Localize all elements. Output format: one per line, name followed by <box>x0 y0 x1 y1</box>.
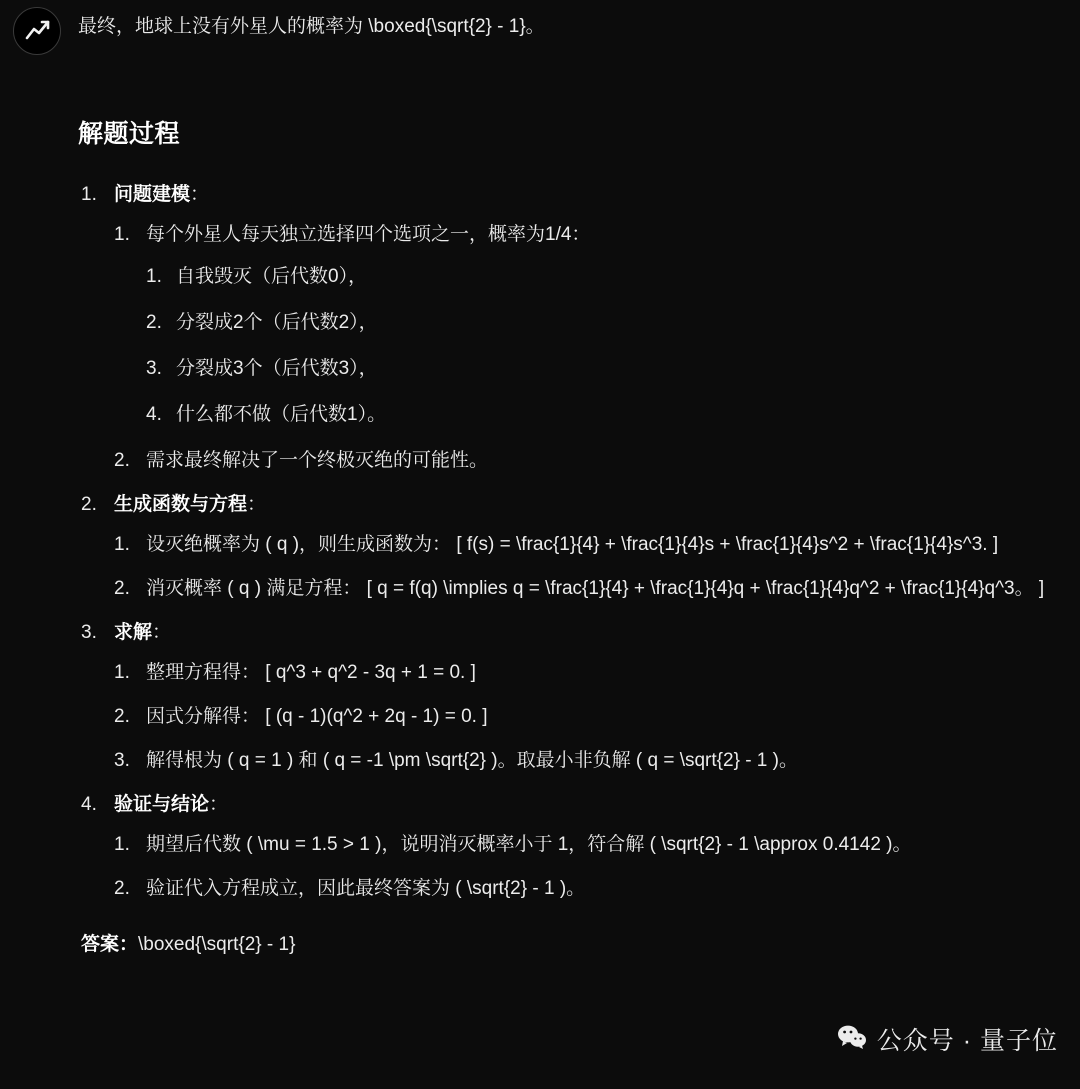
answer-label: 答案： <box>81 934 139 955</box>
solution-steps-list <box>78 180 1080 904</box>
assistant-avatar <box>13 7 61 55</box>
final-answer <box>78 930 1080 960</box>
list-marker: 1. <box>81 184 97 205</box>
list-item-text: 分裂成3个（后代数3）， <box>176 358 378 379</box>
step-heading-suffix: ： <box>190 184 210 205</box>
list-item-text: 分裂成2个（后代数2）， <box>176 312 378 333</box>
list-item <box>78 790 1080 904</box>
list-marker: 3. <box>81 622 97 643</box>
wechat-icon <box>837 1024 867 1055</box>
list-item <box>78 180 1080 476</box>
sub-list <box>114 830 1080 904</box>
list-item-text: 验证代入方程成立，因此最终答案为 ( \sqrt{2} - 1 )。 <box>146 878 586 899</box>
list-marker: 2. <box>114 450 130 471</box>
sub-list <box>114 658 1080 776</box>
list-item-text: 解得根为 ( q = 1 ) 和 ( q = -1 \pm \sqrt{2} )。取最小非负解 ( q = \sqrt{2} - 1 )。 <box>146 750 798 771</box>
step-heading: 验证与结论 <box>114 794 210 815</box>
watermark <box>837 1021 1058 1057</box>
list-item <box>114 530 1080 560</box>
list-item <box>146 354 1080 384</box>
list-marker: 2. <box>114 706 130 727</box>
sub-list <box>114 220 1080 476</box>
list-item-text: 设灭绝概率为 ( q )，则生成函数为： [ f(s) = \frac{1}{4} + \frac{1}{4}s + \frac{1}{4}s^2 + \frac{1}{4}s^3. ] <box>146 534 999 555</box>
list-marker: 2. <box>114 878 130 899</box>
list-item <box>114 446 1080 476</box>
step-heading: 问题建模 <box>114 184 191 205</box>
list-marker: 2. <box>81 494 97 515</box>
list-marker: 4. <box>81 794 97 815</box>
step-heading: 生成函数与方程 <box>114 494 248 515</box>
list-item <box>78 618 1080 776</box>
list-item <box>114 220 1080 430</box>
list-item-text: 需求最终解决了一个终极灭绝的可能性。 <box>146 450 489 471</box>
step-heading-suffix: ： <box>247 494 267 515</box>
step-heading-suffix: ： <box>152 622 172 643</box>
list-item <box>146 400 1080 430</box>
list-marker: 3. <box>114 750 130 771</box>
list-item-text: 因式分解得： [ (q - 1)(q^2 + 2q - 1) = 0. ] <box>146 706 488 727</box>
list-item <box>114 746 1080 776</box>
lead-paragraph: 最终，地球上没有外星人的概率为 \boxed{\sqrt{2} - 1}。 <box>78 16 545 37</box>
list-marker: 2. <box>146 312 162 333</box>
list-marker: 1. <box>114 662 130 683</box>
list-item-text: 什么都不做（后代数1）。 <box>176 404 387 425</box>
list-item <box>114 830 1080 860</box>
list-item-text: 每个外星人每天独立选择四个选项之一，概率为1/4： <box>146 224 591 245</box>
list-item <box>114 574 1080 604</box>
sub-list <box>114 530 1080 604</box>
list-item <box>78 490 1080 604</box>
list-item-text: 消灭概率 ( q ) 满足方程： [ q = f(q) \implies q = \frac{1}{4} + \frac{1}{4}q + \frac{1}{4}q^2 + \frac{1}{4}q^3。 ] <box>146 578 1045 599</box>
list-item <box>114 874 1080 904</box>
list-marker: 3. <box>146 358 162 379</box>
page-title: 解题过程 <box>78 120 181 148</box>
watermark-text: 公众号 · 量子位 <box>876 1027 1058 1055</box>
list-item <box>114 658 1080 688</box>
list-marker: 1. <box>114 834 130 855</box>
answer-value: \boxed{\sqrt{2} - 1} <box>138 934 296 955</box>
message-content <box>78 0 1080 960</box>
sub-sub-list <box>146 262 1080 430</box>
list-item-text: 整理方程得： [ q^3 + q^2 - 3q + 1 = 0. ] <box>146 662 476 683</box>
list-item-text: 自我毁灭（后代数0）， <box>176 266 368 287</box>
step-heading: 求解 <box>114 622 153 643</box>
list-marker: 2. <box>114 578 130 599</box>
list-item <box>146 262 1080 292</box>
list-marker: 1. <box>114 534 130 555</box>
list-marker: 1. <box>146 266 162 287</box>
list-marker: 4. <box>146 404 162 425</box>
list-marker: 1. <box>114 224 130 245</box>
step-heading-suffix: ： <box>209 794 229 815</box>
list-item <box>146 308 1080 338</box>
list-item-text: 期望后代数 ( \mu = 1.5 > 1 )，说明消灭概率小于 1，符合解 ( \sqrt{2} - 1 \approx 0.4142 )。 <box>146 834 912 855</box>
chart-line-icon <box>25 20 51 44</box>
list-item <box>114 702 1080 732</box>
